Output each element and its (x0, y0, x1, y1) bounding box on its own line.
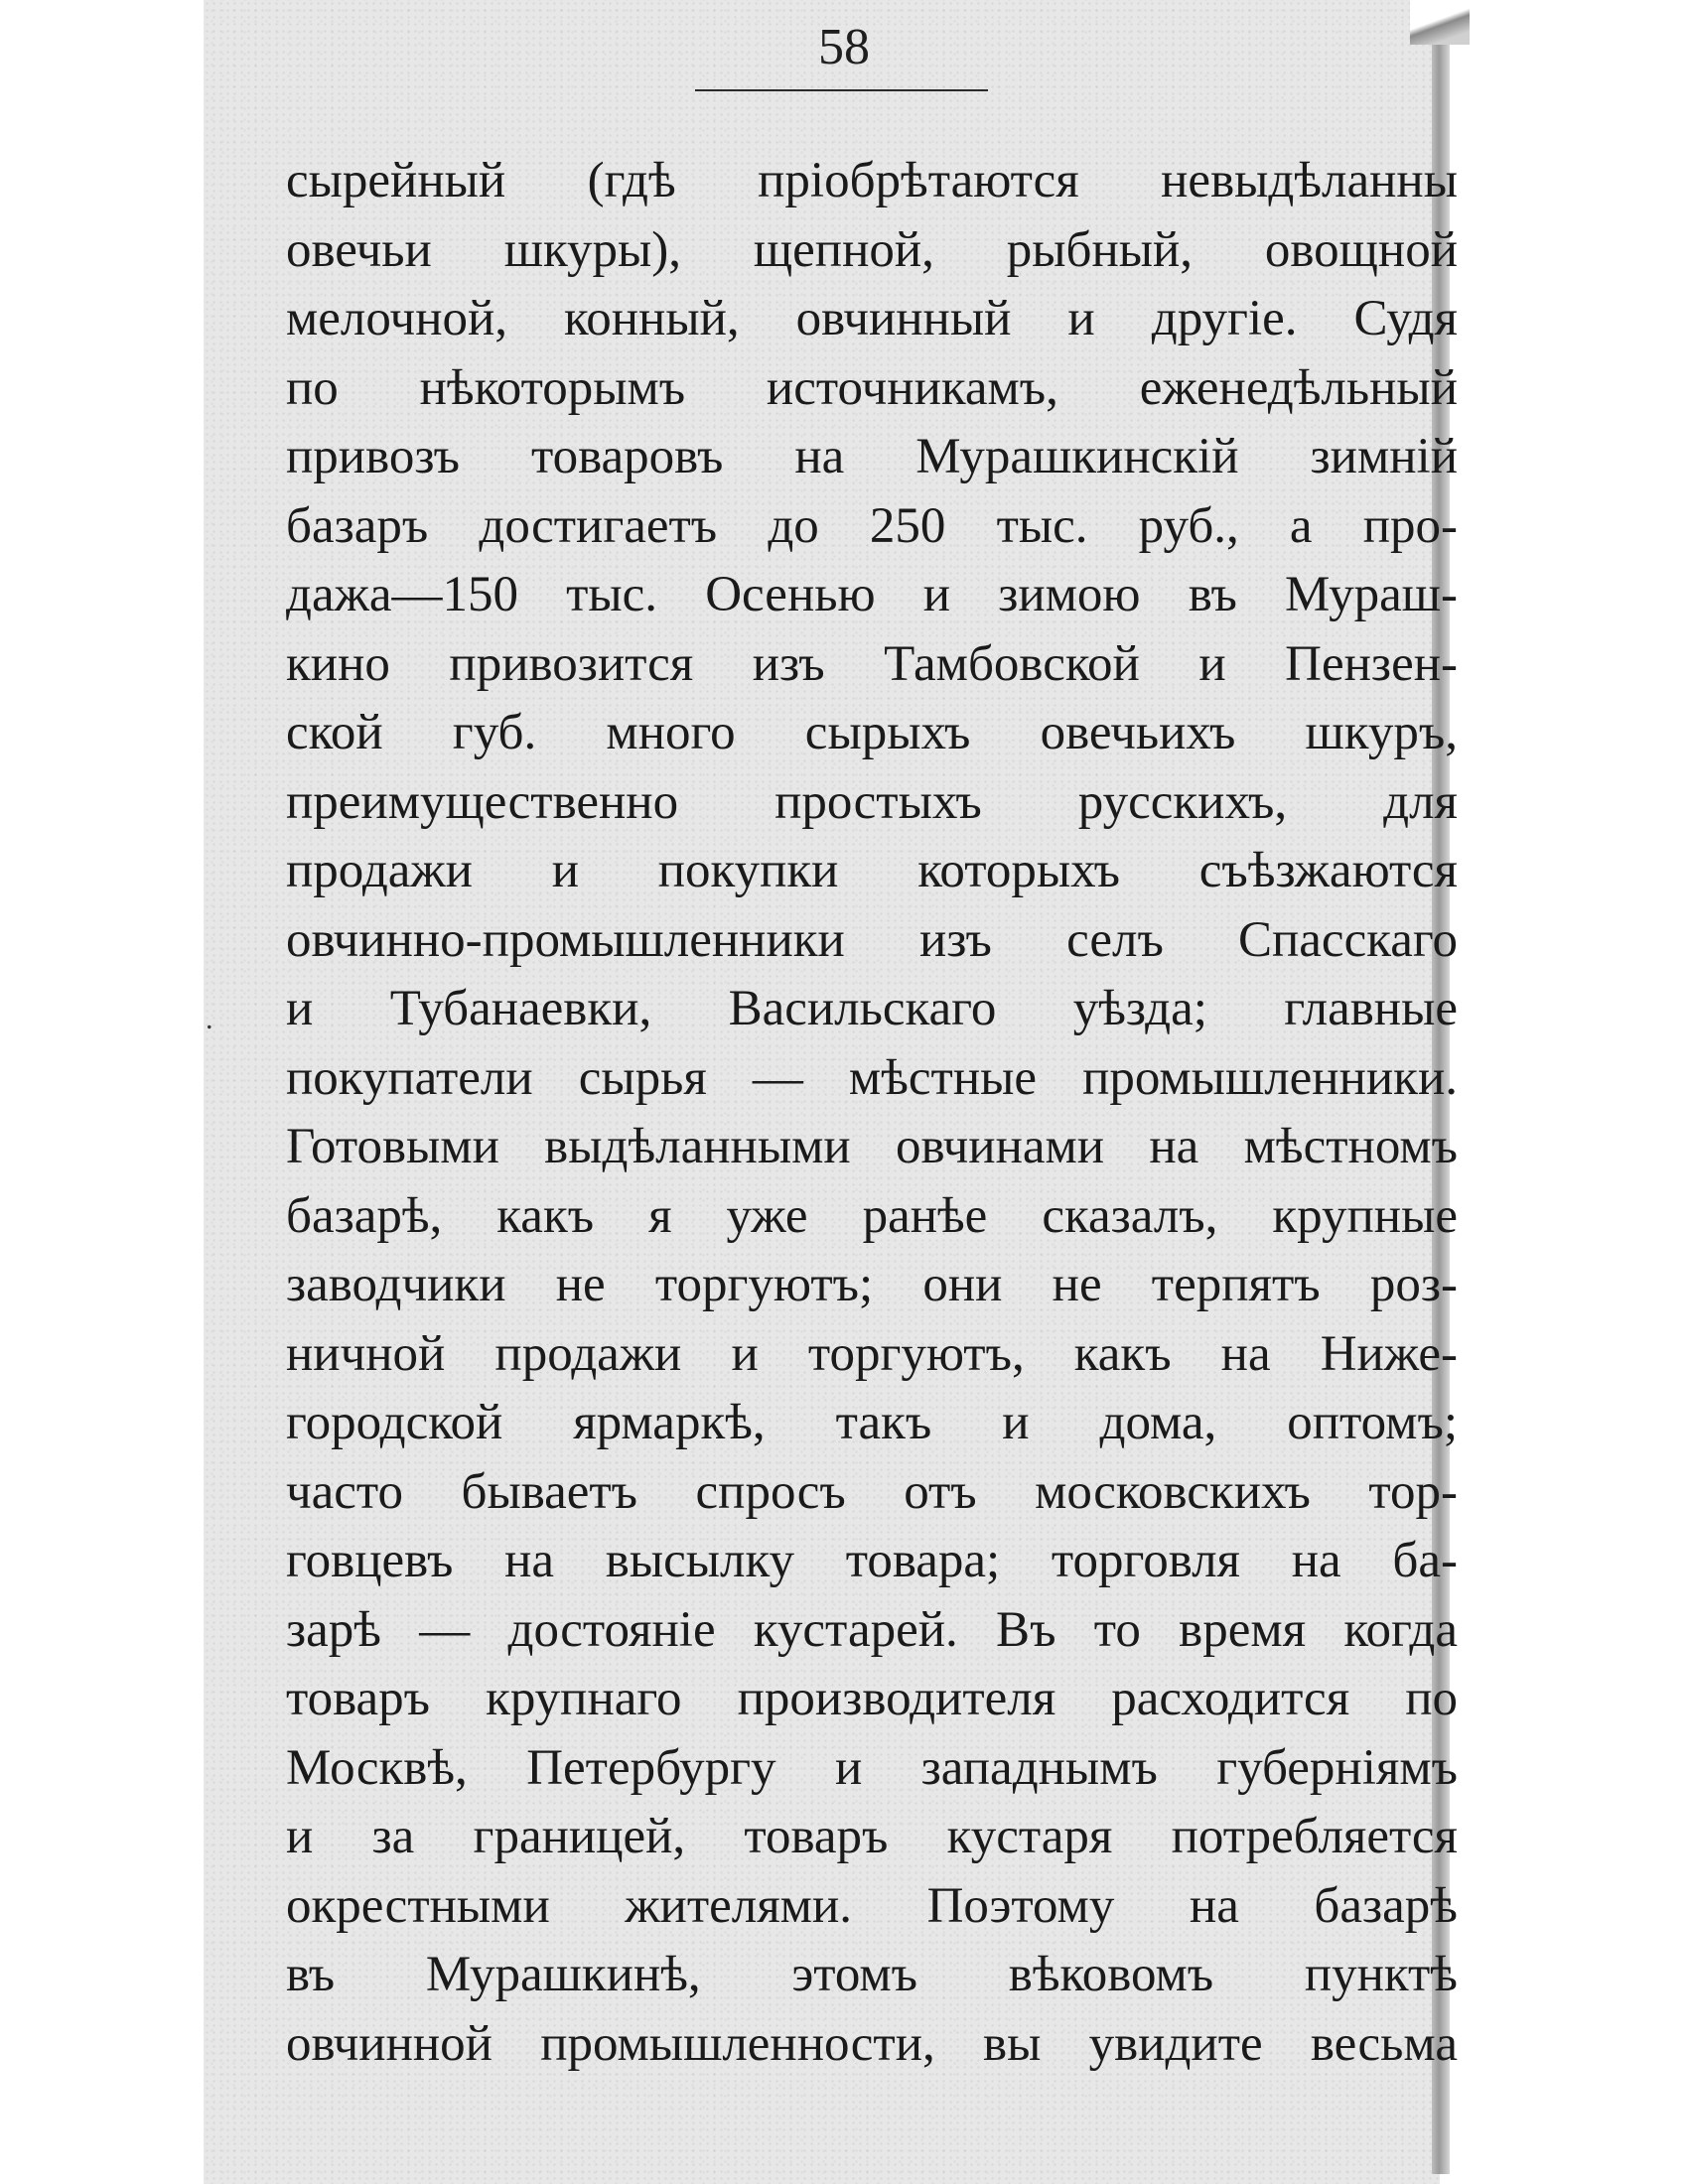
page-corner-curl (1410, 0, 1470, 45)
text-line: сырейный (гдѣ пріобрѣтаются невыдѣланны (286, 153, 1458, 208)
text-line: говцевъ на высылку товара; торговля на ба- (286, 1533, 1458, 1588)
text-line: ской губ. много сырыхъ овечьихъ шкуръ, (286, 705, 1458, 760)
text-line: ничной продажи и торгуютъ, какъ на Ниже- (286, 1325, 1458, 1382)
page-number: 58 (818, 19, 870, 75)
text-line: товаръ крупнаго производителя расходится по (286, 1671, 1458, 1726)
text-line: городской ярмаркѣ, такъ и дома, оптомъ; (286, 1395, 1458, 1450)
text-line: дажа—150 тыс. Осенью и зимою въ Мураш- (286, 567, 1458, 622)
text-line: въ Мурашкинѣ, этомъ вѣковомъ пунктѣ (286, 1947, 1458, 2002)
text-line: окрестными жителями. Поэтому на базарѣ (286, 1877, 1458, 1934)
header-rule (695, 89, 988, 91)
text-line: овчинной промышленности, вы увидите весьма (286, 2015, 1458, 2072)
text-line: и Тубанаевки, Васильскаго уѣзда; главные (286, 981, 1458, 1036)
text-line: часто бываетъ спросъ отъ московскихъ тор- (286, 1463, 1458, 1520)
text-line: овечьи шкуры), щепной, рыбный, овощной (286, 221, 1458, 278)
text-line: овчинно-промышленники изъ селъ Спасскаго (286, 911, 1458, 968)
text-line: зарѣ — достояніе кустарей. Въ то время когда (286, 1601, 1458, 1658)
text-line: Готовыми выдѣланными овчинами на мѣстномъ (286, 1119, 1458, 1174)
body-text (286, 147, 1458, 2079)
text-line: Москвѣ, Петербургу и западнымъ губерніямъ (286, 1739, 1458, 1796)
text-line: и за границей, товаръ кустаря потребляется (286, 1809, 1458, 1864)
text-line: базарѣ, какъ я уже ранѣе сказалъ, крупные (286, 1187, 1458, 1244)
text-line: продажи и покупки которыхъ съѣзжаются (286, 843, 1458, 898)
text-line: кино привозится изъ Тамбовской и Пензен- (286, 635, 1458, 692)
text-line: привозъ товаровъ на Мурашкинскій зимній (286, 429, 1458, 484)
text-line: покупатели сырья — мѣстные промышленники. (286, 1049, 1458, 1106)
text-line: мелочной, конный, овчинный и другіе. Судя (286, 291, 1458, 346)
text-line: по нѣкоторымъ источникамъ, еженедѣльный (286, 359, 1458, 416)
text-line: базаръ достигаетъ до 250 тыс. руб., а про- (286, 497, 1458, 554)
text-line: преимущественно простыхъ русскихъ, для (286, 773, 1458, 830)
text-line: заводчики не торгуютъ; они не терпятъ роз- (286, 1257, 1458, 1312)
margin-speck: . (206, 1003, 213, 1035)
